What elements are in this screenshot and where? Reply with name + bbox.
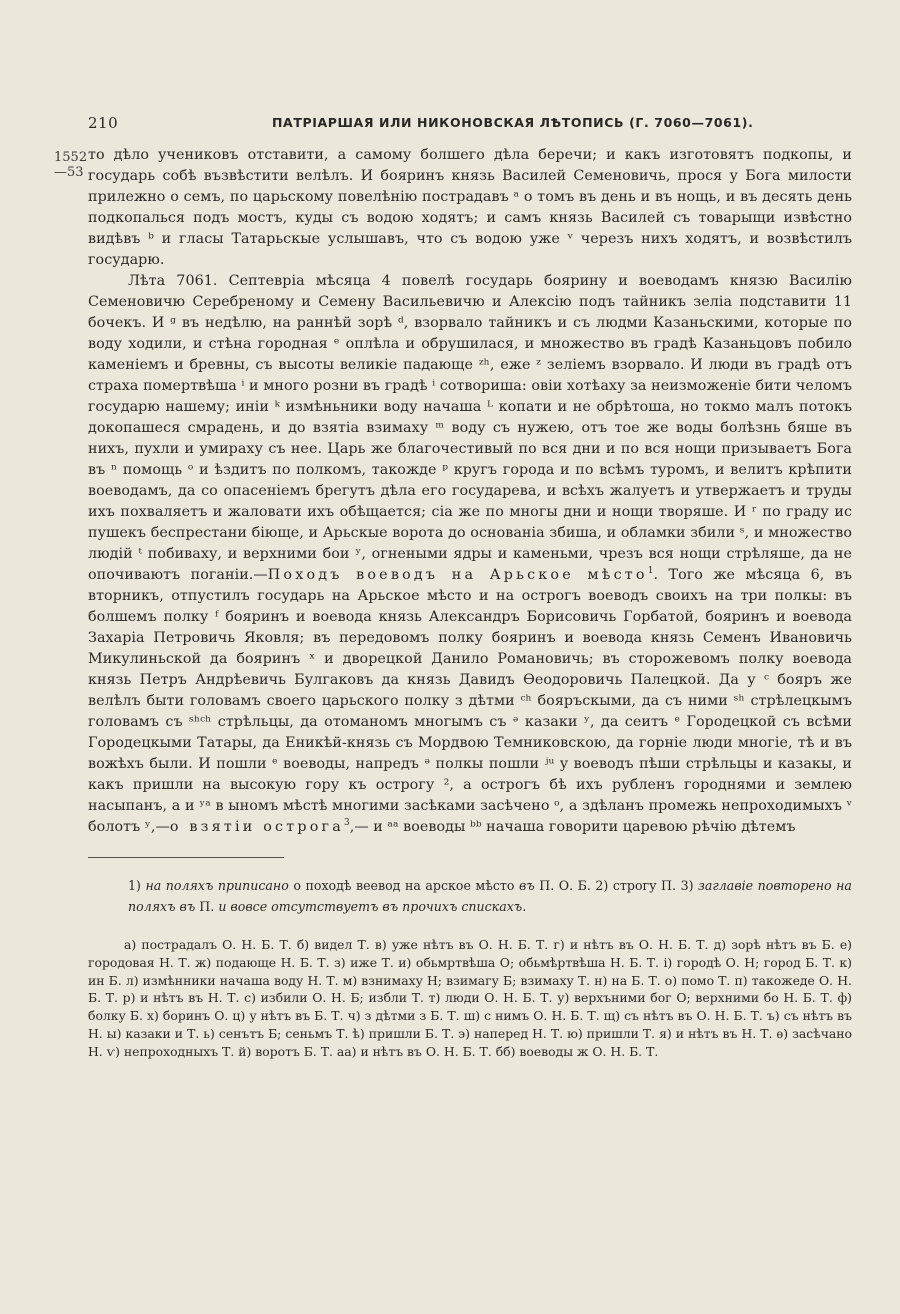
section-heading-fortress: о взятіи острога: [169, 819, 344, 835]
footnote-3-text: П.: [199, 899, 215, 914]
variant-readings-text: а) пострадалъ О. Н. Б. Т. б) видел Т. в) уже нѣтъ въ О. Н. Б. Т. г) и нѣтъ въ О. Н. Б. Т. д) зорѣ нѣтъ въ Б. е) городовая Н. Т. ж) подающе Н. Б. Т. з) иже Т. и) обьмртвѣша О; обьмѣртвѣша Н. Б. Т. і) городѣ О. Н; город Б. Т. к) ин Б. л) измѣнники начаша воду Н. Т. м) взнимаху Н; взимагу Б; взимаху Т. н) на Б. Т. о) помо Т. п) такожеде О. Н. Б. Т. р) и нѣтъ въ Н. Т. с) избили О. Н. Б; избли Т. т) люди О. Н. Б. Т. у) верхъними бог О; верхними бо Н. Б. Т. ф) болку Б. х) боринъ О. ц) у нѣтъ въ Б. Т. ч) з дѣтми з Б. Т. ш) с нимъ О. Н. Б. Т. щ) съ нѣтъ въ О. Н. Б. Т. ъ) съ нѣтъ въ Н. ы) казаки и Т. ь) сенътъ Б; сеньмъ Т. ѣ) пришли Б. Т. э) наперед Н. Т. ю) пришли Т. я) и нѣтъ въ Н. Т. ѳ) засѣчано Н. ѵ) непроходныхъ Т. й) воротъ Б. Т. аа) и нѣтъ въ О. Н. Б. Т. бб) воеводы ж О. Н. Б. Т.: [88, 937, 852, 1059]
paragraph-1: то дѣло учениковъ отставити, а самому болшего дѣла беречи; и какъ изготовятъ подкопы, и государь собѣ възвѣстити велѣлъ. И бояринъ князь Василей Семеновичь, прося у Бога милости прилежно о семъ, по царьскому повелѣнію пострадавъ ᵃ о томъ въ день и въ нощь, и въ десять день подкопалься подъ мостъ, куды съ водою ходятъ; и самъ князь Василей съ товарыщи извѣстно видѣвъ ᵇ и гласы Татарьскые услышавъ, что съ водою уже ᵛ черезъ нихъ ходятъ, и возвѣстилъ государю.: [88, 147, 852, 268]
paragraph-2: [88, 271, 852, 838]
footnote-2-number: 2): [595, 878, 609, 893]
footnote-3-number: 3): [680, 878, 694, 893]
margin-year-start: 1552: [54, 150, 88, 165]
section-heading-campaign: Походъ воеводъ на Арьское мѣсто: [267, 567, 648, 583]
paragraph-2-end: ,— и ᵃᵃ воеводы ᵇᵇ начаша говорити царевою рѣчію дѣтемъ: [349, 819, 796, 835]
footnote-1-italic: на поляхъ приписано: [145, 878, 289, 893]
footnote-1-number: 1): [128, 878, 141, 893]
footnote-1-sources: П. О. Б.: [539, 878, 591, 893]
margin-year-end: —53: [54, 165, 84, 180]
footnote-3-italic: заглавіе повторено на поляхъ въ: [128, 878, 852, 914]
footnote-list: [128, 875, 852, 917]
variant-readings: [88, 936, 852, 1061]
page-number: 210: [88, 114, 119, 132]
footnotes: [128, 875, 852, 917]
footnote-ref-1: 1: [647, 566, 654, 576]
running-title: ПАТРІАРШАЯ ИЛИ НИКОНОВСКАЯ ЛѢТОПИСЬ (Г. 7060—7061).: [272, 115, 754, 130]
page-header: [88, 114, 848, 136]
margin-year-note: [54, 150, 88, 180]
footnote-2-text: строгу П.: [612, 878, 677, 893]
footnote-1-italic-2: въ: [518, 878, 535, 893]
footnote-divider: [88, 857, 284, 858]
paragraph-2-main: Лѣта 7061. Септевріа мѣсяца 4 повелѣ государь боярину и воеводамъ князю Василію Семеновичю Серебреному и Семену Васильевичю и Алексію подъ тайникъ зеліа подставити 11 бочекъ. И ᵍ въ недѣлю, на раннѣй зорѣ ᵈ, взорвало тайникъ и съ людми Казаньскими, которые по воду ходили, и стѣна городная ᵉ оплѣла и обрушилася, и множество въ градѣ Казаньцовъ побило каменіемъ и бревны, съ высоты великіе падающе ᶻʰ, еже ᶻ зеліемъ взорвало. И люди въ градѣ отъ страха помертвѣша ⁱ и много розни въ градѣ ⁱ сотвориша: овіи хотѣаху за неизможеніе бити челомъ государю нашему; иніи ᵏ измѣньники воду начаша ᴸ копати и не обрѣтоша, но токмо малъ потокъ докопашеся смрадень, и до взятіа взимаху ᵐ воду съ нужею, отъ тое же воды болѣзнь бяше въ нихъ, пухли и умираху съ нее. Царь же благочестивый по вся дни и по вся нощи призываетъ Бога въ ⁿ помощь ᵒ и ѣздитъ по полкомъ, такожде ᵖ кругъ города и по всѣмъ туромъ, и велитъ крѣпити воеводамъ, да со опасеніемъ брегутъ дѣла его государева, и всѣхъ жалуетъ и утвержаетъ и труды ихъ похваляетъ и жаловати ихъ обѣщается; сіа же по многы дни и нощи творяше. И ʳ по граду ис пушекъ беспрестани біюще, и Арьскые ворота до основаніа збиша, и обламки збили ˢ, и множество людій ᵗ побиваху, и верхними бои ʸ, огнеными ядры и каменьми, чрезъ вся нощи стрѣляше, да не опочиваютъ поганіи.—: [88, 273, 852, 583]
footnote-ref-3: 3: [343, 818, 350, 828]
footnote-3-italic-2: и вовсе отсутствуетъ въ прочихъ спискахъ.: [218, 899, 527, 914]
paragraph-2-rest: . Того же мѣсяца 6, въ вторникъ, отпустилъ государь на Арьское мѣсто и на острогъ воеводъ своихъ на три полкы: въ болшемъ полку ᶠ бояринъ и воевода князь Александръ Борисовичь Горбатой, бояринъ и воевода Захаріа Петровичь Яковля; въ передовомъ полку бояринъ и воевода князь Семенъ Ивановичь Микулиньской да бояринъ ˣ и дворецкой Данило Романовичь; въ сторожевомъ полку воевода князь Петръ Андрѣевичь Булгаковъ да князь Давидъ Ѳеодоровичь Палецкой. Да у ᶜ бояръ же велѣлъ быти головамъ своего царьского полку з дѣтми ᶜʰ бояръскыми, да съ ними ˢʰ стрѣлецкымъ головамъ съ ˢʰᶜʰ стрѣльцы, да отоманомъ многымъ съ ᵊ казаки ʸ, да сеитъ ᵉ Городецкой съ всѣми Городецкыми Татары, да Еникѣй-князь съ Мордвою Темниковскою, да горніе люди многіе, тѣ и въ вожѣхъ были. И пошли ᵉ воеводы, напредъ ᵊ полкы пошли ʲᵘ у воеводъ пѣши стрѣльцы и казакы, и какъ пришли на высокую гору къ острогу ², а острогъ бѣ ихъ рубленъ городнями и землею насыпанъ, а и ʸᵃ в ыномъ мѣстѣ многими засѣками засѣчено ᵒ, а здѣланъ промежь непроходимыхъ ᵛ болотъ ʸ,—: [88, 567, 852, 835]
footnote-1-text: о походѣ веевод на арское мѣсто: [293, 878, 515, 893]
chronicle-text: [88, 145, 852, 838]
